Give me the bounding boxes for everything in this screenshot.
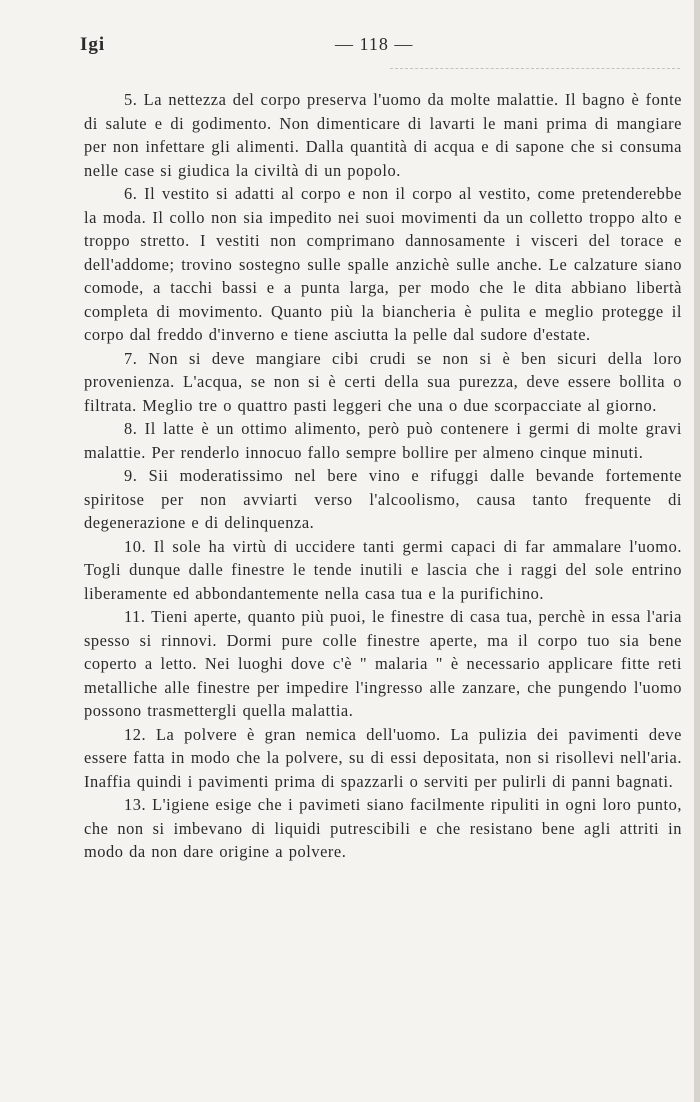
paragraph-12: 12. La polvere è gran nemica dell'uomo. La pulizia dei pavimenti deve essere fatta in modo che la polvere, su di essi depositata, non si risollevi nell'aria. Inaffia quindi i pavimenti prima di spazzarli o serviti per pulirli di panni bagnati.: [84, 724, 682, 791]
page-edge: [694, 0, 700, 1102]
paragraph-5: 5. La nettezza del corpo preserva l'uomo da molte malattie. Il bagno è fonte di salute e di godimento. Non dimenticare di lavarti le mani prima di mangiare per non infettare gli alimenti. Dalla quantità di acqua e di sapone che si consuma nelle case si giudica la civiltà di un popolo.: [84, 90, 682, 180]
paragraph-9: 9. Sii moderatissimo nel bere vino e rifuggi dalle bevande fortemente spiritose per non avviarti verso l'alcoolismo, causa tanto frequente di degenerazione e di delinquenza.: [84, 466, 682, 532]
paragraph-7: 7. Non si deve mangiare cibi crudi se non si è ben sicuri della loro provenienza. L'acqua, se non si è certi della sua purezza, deve essere bollita o filtrata. Meglio tre o quattro pasti leggeri che una o due scorpacciate al giorno.: [84, 348, 682, 415]
running-head: Igi: [80, 34, 106, 55]
paragraph-11: 11. Tieni aperte, quanto più puoi, le finestre di casa tua, perchè in essa l'aria spesso si rinnovi. Dormi pure colle finestre aperte, ma il corpo tuo sia bene coperto a letto. Nei luoghi dove c'è " malaria " è necessario applicare fitte reti metalliche alle finestre per impedire l'ingresso alle zanzare, che pungendo l'uomo possono trasmettergli quella malattia.: [84, 607, 682, 720]
page-number: — 118 —: [335, 34, 414, 54]
page-header: [80, 34, 680, 62]
paragraph-6: 6. Il vestito si adatti al corpo e non il corpo al vestito, come pretenderebbe la moda. Il collo non sia impedito nei suoi movimenti da un colletto troppo alto e troppo stretto. I vestiti non comprimano dannosamente i visceri del torace e dell'addome; trovino sostegno sulle spalle anzichè sulle anche. Le calzature siano comode, a tacchi bassi e a punta larga, per modo che le dita abbiano libertà completa di movimento. Quanto più la biancheria è pulita e meglio protegge il corpo dal freddo d'inverno e tiene asciutta la pelle dal sudore d'estate.: [84, 184, 682, 344]
paragraph-8: 8. Il latte è un ottimo alimento, però può contenere i germi di molte gravi malattie. Per renderlo innocuo fallo sempre bollire per almeno cinque minuti.: [84, 419, 682, 462]
header-rule: [390, 68, 680, 69]
paragraph-13: 13. L'igiene esige che i pavimeti siano facilmente ripuliti in ogni loro punto, che non si imbevano di liquidi putrescibili e che resistano bene agli attriti in modo da non dare origine a polvere.: [84, 795, 682, 861]
body-text: [84, 88, 682, 864]
paragraph-10: 10. Il sole ha virtù di uccidere tanti germi capaci di far ammalare l'uomo. Togli dunque dalle finestre le tende inutili e lascia che i raggi del sole entrino liberamente ed abbondantemente nella casa tua e la purifichino.: [84, 536, 682, 603]
